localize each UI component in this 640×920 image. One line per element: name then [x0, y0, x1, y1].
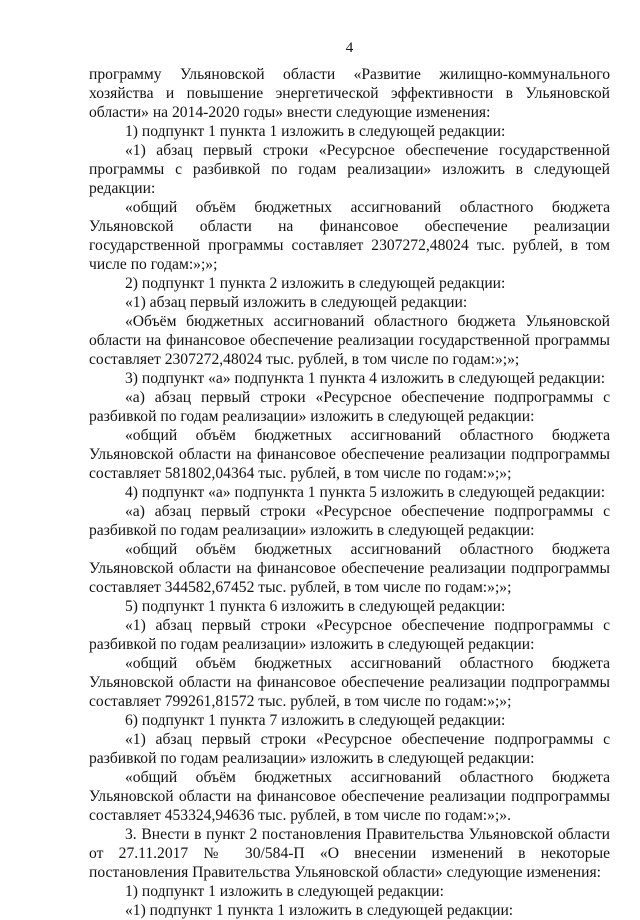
paragraph: 3) подпункт «а» подпункта 1 пункта 4 изложить в следующей редакции: [125, 370, 606, 387]
paragraph: «а) абзац первый строки «Ресурсное обеспечение подпрограммы с разбивкой по годам реализации» изложить в следующей редакции: [89, 389, 610, 425]
paragraph: «общий объём бюджетных ассигнований областного бюджета Ульяновской области на финансовое обеспечение реализации подпрограммы составляет 581802,04364 тыс. рублей, в том числе по годам:»;»; [89, 427, 610, 482]
paragraph: «1) подпункт 1 пункта 1 изложить в следующей редакции: [125, 902, 514, 919]
paragraph: «общий объём бюджетных ассигнований областного бюджета Ульяновской области на финансовое обеспечение реализации государственной программы составляет 2307272,48024 тыс. рублей, в том числе по годам:»;»; [89, 199, 610, 273]
paragraph: 1) подпункт 1 изложить в следующей редакции: [125, 883, 444, 900]
document-body [89, 65, 610, 920]
page-number: 4 [345, 40, 354, 56]
paragraph: «1) абзац первый изложить в следующей редакции: [125, 294, 468, 311]
paragraph: 1) подпункт 1 пункта 1 изложить в следующей редакции: [125, 123, 506, 140]
paragraph: 3. Внести в пункт 2 постановления Правительства Ульяновской области от 27.11.2017 № 30/584-П «О внесении изменений в некоторые постановления Правительства Ульяновской области» следующие изменения: [89, 826, 610, 881]
paragraph: «1) абзац первый строки «Ресурсное обеспечение подпрограммы с разбивкой по годам реализации» изложить в следующей редакции: [89, 617, 610, 653]
paragraph: «а) абзац первый строки «Ресурсное обеспечение подпрограммы с разбивкой по годам реализации» изложить в следующей редакции: [89, 503, 610, 539]
paragraph: программу Ульяновской области «Развитие жилищно-коммунального хозяйства и повышение энергетической эффективности в Ульяновской области» на 2014-2020 годы» внести следующие изменения: [89, 66, 610, 121]
paragraph: «общий объём бюджетных ассигнований областного бюджета Ульяновской области на финансовое обеспечение реализации подпрограммы составляет 344582,67452 тыс. рублей, в том числе по годам:»;»; [89, 541, 610, 596]
paragraph: 5) подпункт 1 пункта 6 изложить в следующей редакции: [125, 598, 506, 615]
paragraph: 2) подпункт 1 пункта 2 изложить в следующей редакции: [125, 275, 506, 292]
paragraph: «Объём бюджетных ассигнований областного бюджета Ульяновской области на финансовое обеспечение реализации государственной программы составляет 2307272,48024 тыс. рублей, в том числе по годам:»;»; [89, 313, 610, 368]
paragraph: «общий объём бюджетных ассигнований областного бюджета Ульяновской области на финансовое обеспечение реализации подпрограммы составляет 799261,81572 тыс. рублей, в том числе по годам:»;»; [89, 655, 610, 710]
paragraph: 4) подпункт «а» подпункта 1 пункта 5 изложить в следующей редакции: [125, 484, 606, 501]
paragraph: «1) абзац первый строки «Ресурсное обеспечение подпрограммы с разбивкой по годам реализации» изложить в следующей редакции: [89, 731, 610, 767]
paragraph: «1) абзац первый строки «Ресурсное обеспечение государственной программы с разбивкой по годам реализации» изложить в следующей редакции: [89, 142, 610, 197]
paragraph: «общий объём бюджетных ассигнований областного бюджета Ульяновской области на финансовое обеспечение реализации подпрограммы составляет 453324,94636 тыс. рублей, в том числе по годам:»;». [89, 769, 610, 824]
paragraph: 6) подпункт 1 пункта 7 изложить в следующей редакции: [125, 712, 506, 729]
